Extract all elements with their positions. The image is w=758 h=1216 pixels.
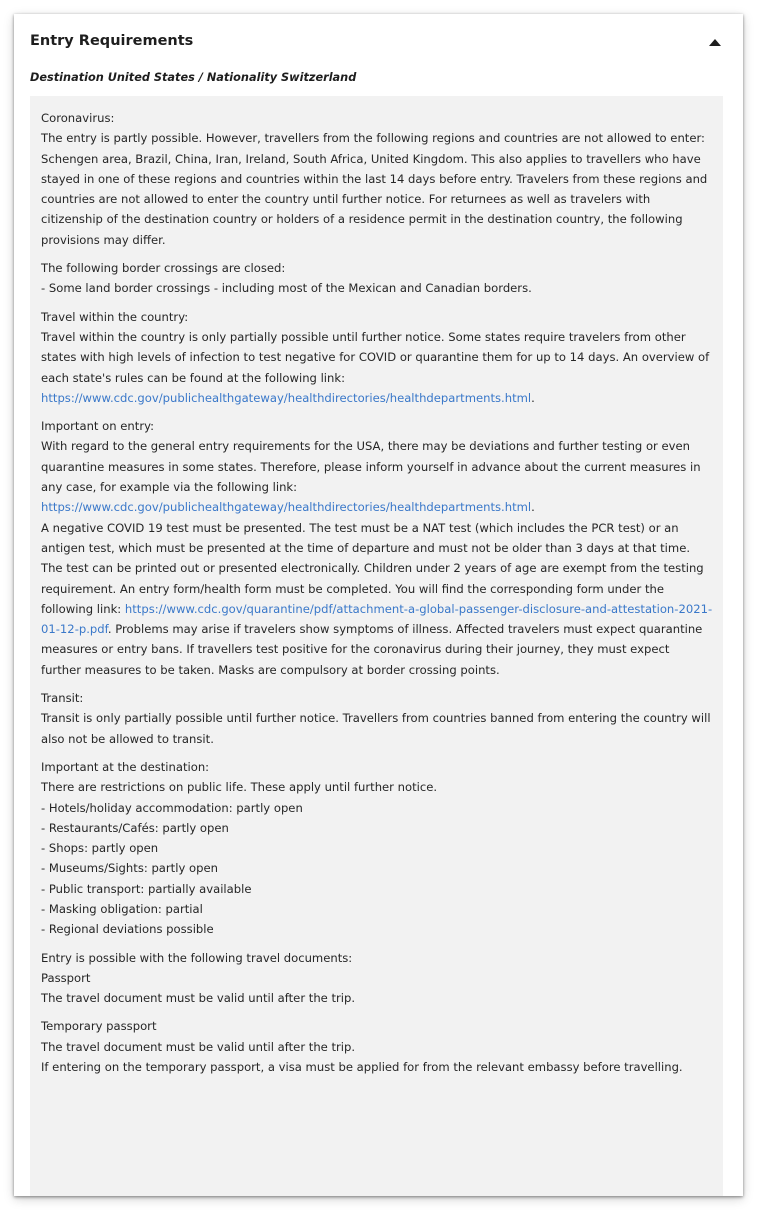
coronavirus-section xyxy=(41,108,713,250)
panel-header[interactable] xyxy=(30,31,727,55)
section-body xyxy=(41,436,713,517)
list-item: - Some land border crossings - including most of the Mexican and Canadian borders. xyxy=(41,281,532,296)
cdc-health-departments-link[interactable]: https://www.cdc.gov/publichealthgateway/healthdirectories/healthdepartments.html xyxy=(41,390,532,405)
document-validity: The travel document must be valid until after the trip. xyxy=(41,1039,356,1054)
entry-requirements-panel xyxy=(14,14,743,1196)
passenger-attestation-form-link[interactable]: https://www.cdc.gov/quarantine/pdf/attachment-a-global-passenger-disclosure-and-attestation-2021-01-12-p.pdf xyxy=(41,601,713,637)
border-crossings-section xyxy=(41,258,713,299)
section-text: Travel within the country is only partially possible until further notice. Some states require travelers from other states with high levels of infection to test negative for COVID or quarantine them for up to 14 days. An overview of each state's rules can be found at the following link: xyxy=(41,329,710,385)
panel-title: Entry Requirements xyxy=(30,33,194,49)
list-item: - Museums/Sights: partly open xyxy=(41,861,218,876)
document-name: Temporary passport xyxy=(41,1019,157,1034)
transit-section xyxy=(41,688,713,749)
important-entry-section xyxy=(41,416,713,680)
section-body xyxy=(41,518,713,680)
section-heading: Transit: xyxy=(41,691,84,706)
section-heading: Coronavirus: xyxy=(41,111,115,125)
destination-section xyxy=(41,757,713,940)
section-heading: Important on entry: xyxy=(41,419,155,434)
document-note: If entering on the temporary passport, a visa must be applied for from the relevant embassy before travelling. xyxy=(41,1060,683,1075)
section-text: . xyxy=(531,390,535,405)
list-item: - Public transport: partially available xyxy=(41,881,252,896)
list-item: - Regional deviations possible xyxy=(41,922,214,937)
section-body: The entry is partly possible. However, travellers from the following regions and countries are not allowed to enter: Schengen area, Brazil, China, Iran, Ireland, South Africa, United Kingdom. This also applies to travellers who have stayed in one of these regions and countries within the last 14 days before entry. Travelers from these regions and countries are not allowed to enter the country until further notice. For returnees as well as travelers with citizenship of the destination country or holders of a residence permit in the destination country, the following provisions may differ. xyxy=(41,131,708,247)
section-heading: Travel within the country: xyxy=(41,309,189,324)
list-item: - Restaurants/Cafés: partly open xyxy=(41,820,229,835)
section-heading: Entry is possible with the following travel documents: xyxy=(41,950,353,965)
section-text: . Problems may arise if travelers show symptoms of illness. Affected travelers must expect quarantine measures or entry bans. If travellers test positive for the coronavirus during their journey, they must expect further measures to be taken. Masks are compulsory at border crossing points. xyxy=(41,622,703,677)
list-item: - Hotels/holiday accommodation: partly open xyxy=(41,800,303,815)
caret-up-icon[interactable] xyxy=(707,35,723,49)
section-body: Transit is only partially possible until further notice. Travellers from countries banned from entering the country will also not be allowed to transit. xyxy=(41,711,711,746)
requirements-content xyxy=(30,96,723,1196)
cdc-health-departments-link[interactable]: https://www.cdc.gov/publichealthgateway/healthdirectories/healthdepartments.html xyxy=(41,500,532,515)
section-text: With regard to the general entry requirements for the USA, there may be deviations and further testing or even quarantine measures in some states. Therefore, please inform yourself in advance about the current measures in any case, for example via the following link: xyxy=(41,439,701,495)
temporary-passport-section xyxy=(41,1016,713,1077)
list-item: - Shops: partly open xyxy=(41,841,159,856)
section-heading: The following border crossings are closed: xyxy=(41,261,286,276)
section-heading: Important at the destination: xyxy=(41,759,210,774)
section-text: . xyxy=(531,500,535,515)
travel-documents-section xyxy=(41,948,713,1009)
list-item: - Masking obligation: partial xyxy=(41,901,203,916)
section-text: A negative COVID 19 test must be presented. The test must be a NAT test (which includes the PCR test) or an antigen test, which must be presented at the time of departure and must not be older than 3 days at that time. The test can be printed out or presented electronically. Children under 2 years of age are exempt from the testing requirement. An entry form/health form must be completed. You will find the corresponding form under the following link: xyxy=(41,520,704,616)
section-body: There are restrictions on public life. These apply until further notice. xyxy=(41,780,438,795)
document-validity: The travel document must be valid until after the trip. xyxy=(41,991,356,1006)
destination-nationality-label: Destination United States / Nationality Switzerland xyxy=(30,71,357,84)
section-body xyxy=(41,327,713,408)
document-name: Passport xyxy=(41,970,91,985)
travel-within-section xyxy=(41,307,713,408)
